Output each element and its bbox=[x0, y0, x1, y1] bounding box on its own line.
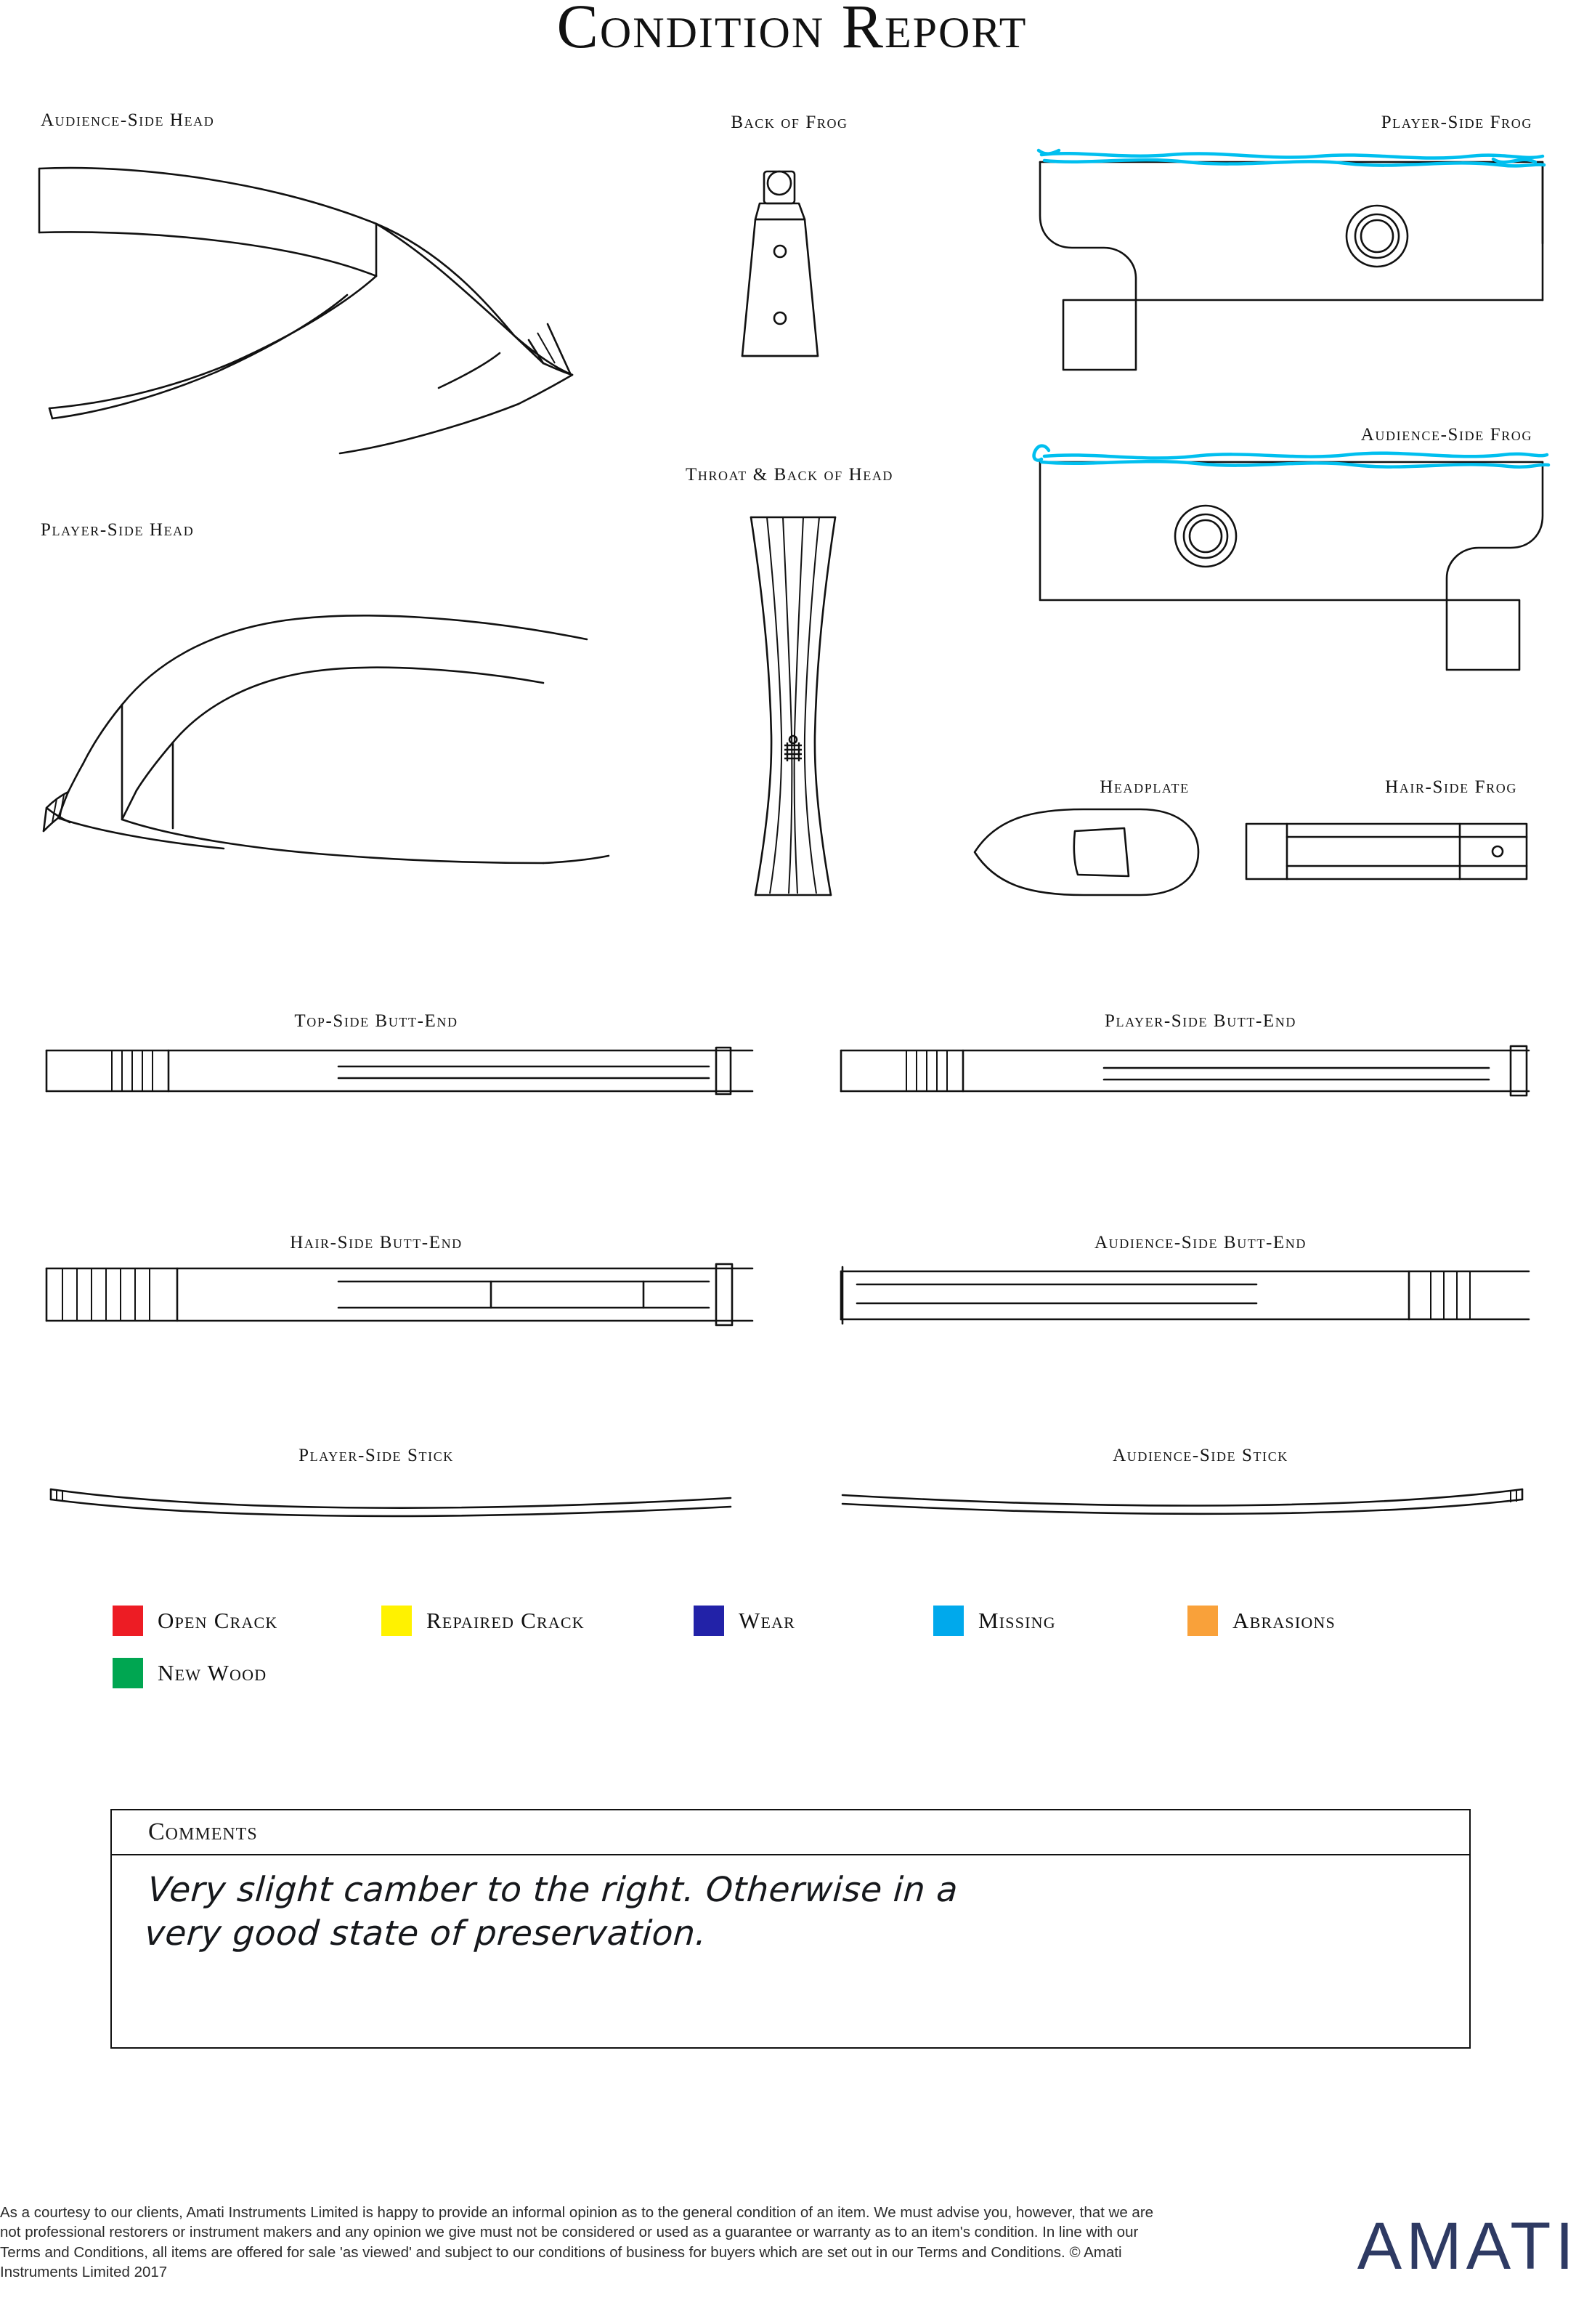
diagram-hair-side-butt-end bbox=[41, 1263, 738, 1335]
diagram-audience-side-head bbox=[35, 145, 616, 450]
amati-logo: AMATI bbox=[1357, 2209, 1578, 2283]
legend bbox=[113, 1606, 1529, 1710]
swatch-wear bbox=[694, 1606, 724, 1636]
caption-player-side-butt-end: Player-Side Butt-End bbox=[1105, 1011, 1296, 1031]
legend-label-repaired-crack: Repaired Crack bbox=[426, 1608, 585, 1633]
comments-line-2: very good state of preservation. bbox=[143, 1914, 708, 1954]
swatch-repaired-crack bbox=[381, 1606, 412, 1636]
legend-label-wear: Wear bbox=[739, 1608, 796, 1633]
legend-row-1 bbox=[113, 1606, 1529, 1636]
diagram-audience-side-frog bbox=[1034, 449, 1557, 710]
diagram-audience-side-stick bbox=[835, 1475, 1532, 1526]
legend-label-missing: Missing bbox=[978, 1608, 1056, 1633]
diagram-audience-side-butt-end bbox=[835, 1263, 1532, 1335]
caption-throat-and-back-of-head: Throat & Back of Head bbox=[685, 465, 894, 485]
comments-header bbox=[112, 1810, 1469, 1855]
caption-player-side-frog: Player-Side Frog bbox=[1381, 113, 1532, 132]
diagram-top-side-butt-end bbox=[41, 1040, 738, 1106]
diagram-hair-side-frog bbox=[1242, 808, 1532, 895]
comments-box bbox=[110, 1809, 1471, 2049]
caption-player-side-stick: Player-Side Stick bbox=[298, 1446, 454, 1465]
comments-heading-label: Comments bbox=[148, 1818, 258, 1845]
legend-item-missing bbox=[933, 1606, 1187, 1636]
footer-disclaimer: As a courtesy to our clients, Amati Instruments Limited is happy to provide an informal opinion as to the general condition of an item. We must advise you, however, that we are not professional restorers or instrument makers and any opinion we give must not be considered or used as a guarantee or warranty as to an item's condition. In line with our Terms and Conditions, all items are offered for sale 'as viewed' and subject to our conditions of business for buyers which are set out in our Terms and Conditions. © Amati Instruments Limited 2017 bbox=[0, 2204, 1154, 2280]
diagram-player-side-stick bbox=[41, 1475, 738, 1526]
diagram-back-of-frog bbox=[726, 161, 857, 401]
legend-label-new-wood: New Wood bbox=[158, 1660, 267, 1685]
legend-item-new-wood bbox=[113, 1658, 267, 1688]
caption-back-of-frog: Back of Frog bbox=[731, 113, 848, 132]
legend-label-abrasions: Abrasions bbox=[1232, 1608, 1336, 1633]
swatch-missing bbox=[933, 1606, 964, 1636]
swatch-open-crack bbox=[113, 1606, 143, 1636]
diagram-player-side-frog bbox=[1034, 149, 1557, 410]
swatch-new-wood bbox=[113, 1658, 143, 1688]
diagram-headplate bbox=[967, 805, 1207, 899]
caption-audience-side-butt-end: Audience-Side Butt-End bbox=[1094, 1233, 1307, 1252]
legend-item-repaired-crack bbox=[381, 1606, 694, 1636]
diagram-player-side-head bbox=[35, 552, 616, 857]
diagram-throat-and-back-of-head bbox=[726, 517, 864, 902]
caption-hair-side-butt-end: Hair-Side Butt-End bbox=[290, 1233, 463, 1252]
caption-audience-side-stick: Audience-Side Stick bbox=[1113, 1446, 1288, 1465]
caption-hair-side-frog: Hair-Side Frog bbox=[1385, 777, 1517, 797]
caption-top-side-butt-end: Top-Side Butt-End bbox=[294, 1011, 458, 1031]
caption-headplate: Headplate bbox=[1100, 777, 1190, 797]
comments-line-1: Very slight camber to the right. Otherwise in a bbox=[146, 1870, 959, 1910]
caption-player-side-head: Player-Side Head bbox=[41, 520, 195, 540]
diagram-player-side-butt-end bbox=[835, 1040, 1532, 1106]
legend-item-open-crack bbox=[113, 1606, 381, 1636]
legend-label-open-crack: Open Crack bbox=[158, 1608, 278, 1633]
page-title: Condition Report bbox=[556, 0, 1028, 61]
swatch-abrasions bbox=[1187, 1606, 1218, 1636]
legend-item-abrasions bbox=[1187, 1606, 1336, 1636]
caption-audience-side-head: Audience-Side Head bbox=[41, 110, 215, 130]
caption-audience-side-frog: Audience-Side Frog bbox=[1360, 425, 1532, 445]
legend-row-2 bbox=[113, 1658, 1529, 1688]
legend-item-wear bbox=[694, 1606, 933, 1636]
comments-content[interactable] bbox=[108, 1855, 1473, 1956]
